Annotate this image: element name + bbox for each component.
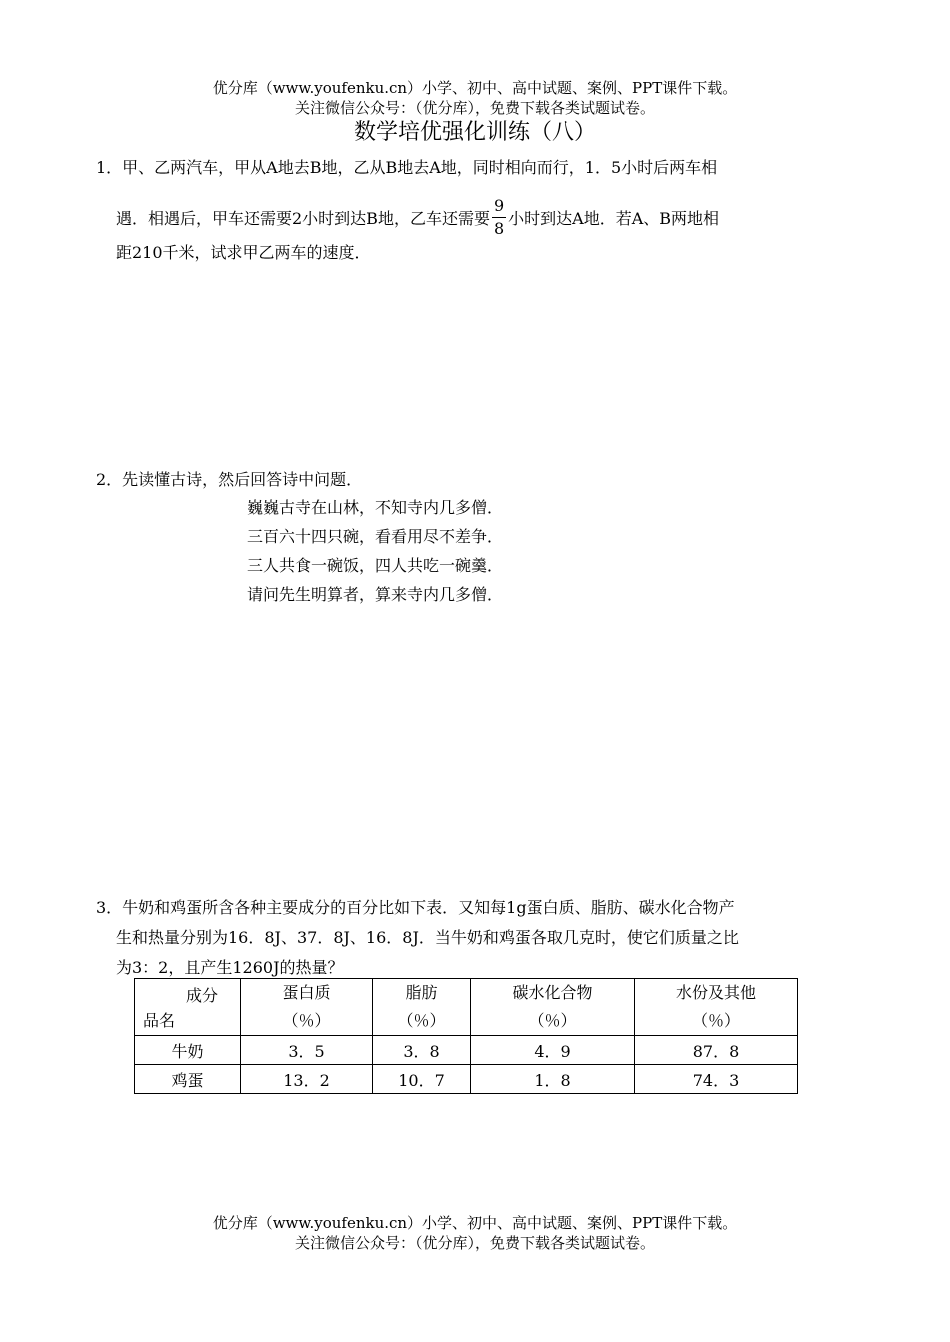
column-header-label: 脂肪	[405, 983, 438, 1002]
table-cell: 74．3	[635, 1065, 798, 1094]
q3-line-2: 生和热量分别为16．8J、37．8J、16．8J．当牛奶和鸡蛋各取几克时，使它们质量之比	[116, 928, 739, 947]
corner-label-component: 成分	[185, 986, 218, 1005]
fraction-nine-eighths	[492, 195, 506, 240]
page-title: 数学培优强化训练（八）	[353, 120, 596, 145]
table-row	[135, 1036, 798, 1065]
footer-line-1: 优分库（www.youfenku.cn）小学、初中、高中试题、案例、PPT课件下载。	[212, 1214, 738, 1232]
header-line-1: 优分库（www.youfenku.cn）小学、初中、高中试题、案例、PPT课件下载。	[212, 79, 738, 97]
page-header	[0, 78, 950, 118]
corner-label-item: 品名	[143, 1011, 176, 1030]
table-cell: 3．5	[241, 1036, 373, 1065]
page-footer	[0, 1213, 950, 1253]
column-header-label: 碳水化合物	[512, 983, 593, 1002]
table-cell: 87．8	[635, 1036, 798, 1065]
poem-line: 巍巍古寺在山林，不知寺内几多僧．	[247, 498, 504, 517]
poem-line: 请问先生明算者，算来寺内几多僧．	[247, 585, 504, 604]
column-header	[471, 979, 635, 1036]
poem-line: 三百六十四只碗，看看用尽不差争．	[247, 527, 504, 546]
table-cell: 10．7	[373, 1065, 471, 1094]
table-corner-cell	[135, 979, 241, 1036]
footer-line-2: 关注微信公众号：（优分库），免费下载各类试题试卷。	[294, 1234, 655, 1252]
row-name: 牛奶	[135, 1036, 241, 1065]
column-header-unit: （％）	[691, 1011, 740, 1030]
fraction-numerator: 9	[492, 195, 506, 218]
column-header	[241, 979, 373, 1036]
q1-line-2	[116, 197, 719, 242]
q1-line-3: 距210千米，试求甲乙两车的速度．	[116, 243, 371, 262]
q3-line-1: 3．牛奶和鸡蛋所含各种主要成分的百分比如下表．又知每1g蛋白质、脂肪、碳水化合物产	[96, 898, 735, 917]
column-header	[373, 979, 471, 1036]
column-header-unit: （％）	[282, 1011, 331, 1030]
column-header-label: 水份及其他	[675, 983, 756, 1002]
header-line-2: 关注微信公众号：（优分库），免费下载各类试题试卷。	[294, 99, 655, 117]
table-row	[135, 1065, 798, 1094]
table-cell: 1．8	[471, 1065, 635, 1094]
column-header-unit: （％）	[397, 1011, 446, 1030]
fraction-denominator: 8	[493, 219, 505, 238]
column-header-label: 蛋白质	[282, 983, 331, 1002]
q2-intro: 2．先读懂古诗，然后回答诗中问题．	[96, 470, 363, 489]
column-header	[635, 979, 798, 1036]
column-header-unit: （％）	[528, 1011, 577, 1030]
row-name: 鸡蛋	[135, 1065, 241, 1094]
table-cell: 13．2	[241, 1065, 373, 1094]
table-cell: 4．9	[471, 1036, 635, 1065]
table-header-row	[135, 979, 798, 1036]
q1-line-2-end: 小时到达A地．若A、B两地相	[508, 209, 720, 228]
poem-line: 三人共食一碗饭，四人共吃一碗羹．	[247, 556, 504, 575]
q1-line-1: 1．甲、乙两汽车，甲从A地去B地，乙从B地去A地，同时相向而行，1．5小时后两车相	[96, 158, 718, 177]
table-cell: 3．8	[373, 1036, 471, 1065]
q3-line-3: 为3：2，且产生1260J的热量？	[116, 958, 344, 977]
nutrition-table	[134, 978, 798, 1094]
q1-line-2-start: 遇．相遇后，甲车还需要2小时到达B地，乙车还需要	[116, 209, 490, 228]
